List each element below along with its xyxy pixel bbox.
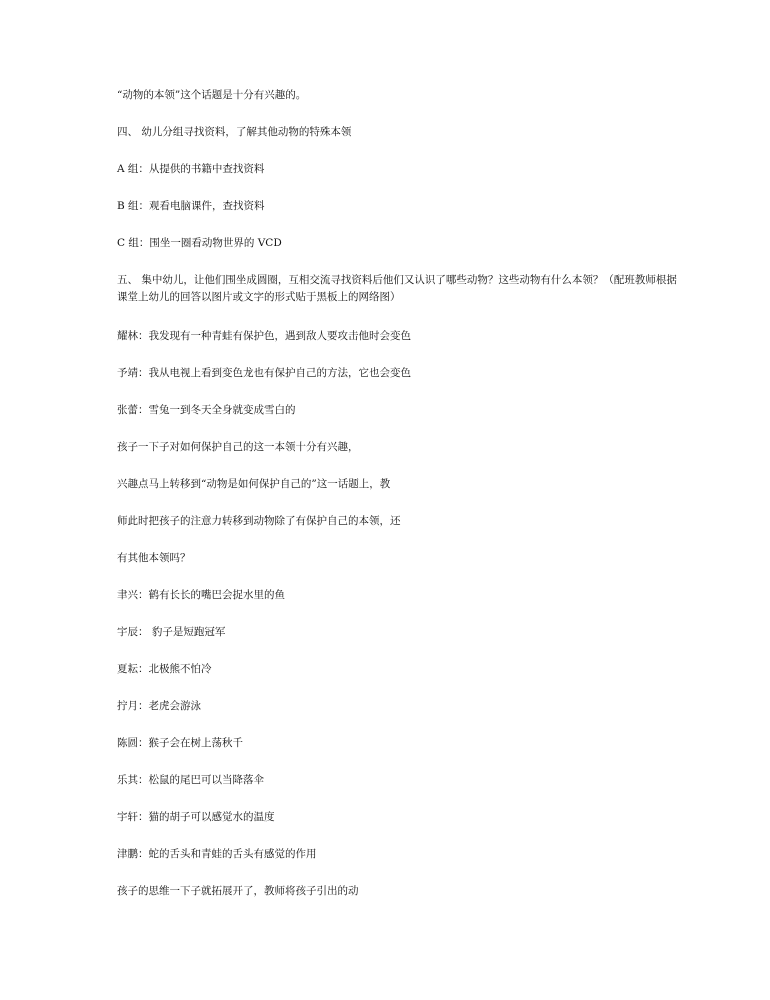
dialogue-line: 宇轩：猫的胡子可以感觉水的温度: [117, 811, 275, 823]
paragraph-line: “动物的本领”这个话题是十分有兴趣的。: [117, 89, 307, 101]
group-a-line: A 组：从提供的书籍中查找资料: [117, 163, 265, 175]
paragraph-line: 兴趣点马上转移到“动物是如何保护自己的”这一话题上，教: [117, 478, 391, 490]
paragraph-line: 师此时把孩子的注意力转移到动物除了有保护自己的本领，还: [117, 515, 401, 527]
dialogue-line: 聿兴：鹤有长长的嘴巴会捉水里的鱼: [117, 589, 285, 601]
group-c-line: C 组：围坐一圈看动物世界的 VCD: [117, 237, 282, 249]
dialogue-line: 乐其：松鼠的尾巴可以当降落伞: [117, 774, 264, 786]
group-b-line: B 组：观看电脑课件，查找资料: [117, 200, 265, 212]
paragraph-line: 有其他本领吗？: [117, 552, 191, 564]
dialogue-line: 张蕾：雪兔一到冬天全身就变成雪白的: [117, 404, 296, 416]
paragraph-line: 孩子一下子对如何保护自己的这一本领十分有兴趣，: [117, 441, 359, 453]
dialogue-line: 耀林：我发现有一种青蛙有保护色，遇到敌人要攻击他时会变色: [117, 330, 411, 342]
dialogue-line: 予靖：我从电视上看到变色龙也有保护自己的方法，它也会变色: [117, 367, 411, 379]
dialogue-line: 陈圆：猴子会在树上荡秋千: [117, 737, 243, 749]
section-heading-five: 五、 集中幼儿，让他们围坐成圆圈，互相交流寻找资料后他们又认识了哪些动物？这些动物有什么本领？（配班教师根据课堂上幼儿的回答以图片或文字的形式贴于黑板上的网络图）: [117, 274, 677, 303]
dialogue-line: 宇辰： 豹子是短跑冠军: [117, 626, 226, 638]
dialogue-line: 拧月：老虎会游泳: [117, 700, 201, 712]
paragraph-line: 孩子的思维一下子就拓展开了，教师将孩子引出的动: [117, 885, 359, 897]
dialogue-line: 夏耘：北极熊不怕冷: [117, 663, 212, 675]
section-heading-four: 四、 幼儿分组寻找资料，了解其他动物的特殊本领: [117, 126, 352, 138]
dialogue-line: 津鹏：蛇的舌头和青蛙的舌头有感觉的作用: [117, 848, 317, 860]
